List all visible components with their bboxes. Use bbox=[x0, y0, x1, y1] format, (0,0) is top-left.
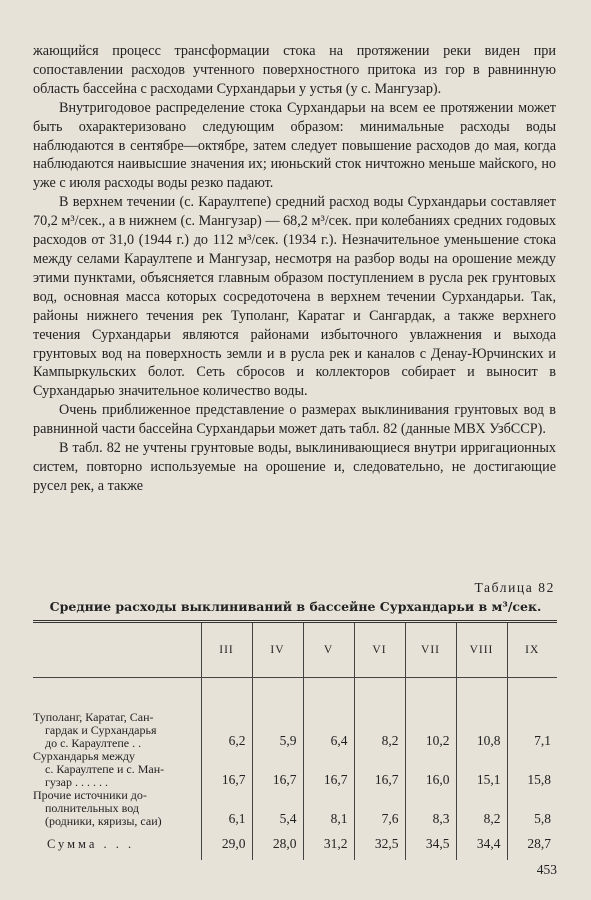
header-label-cell bbox=[33, 622, 201, 678]
table-cell: 6,1 bbox=[201, 789, 252, 828]
table-cell: 8,1 bbox=[303, 789, 354, 828]
table-header-row bbox=[33, 622, 557, 678]
table-cell: 6,4 bbox=[303, 678, 354, 751]
sum-label: Сумма . . . bbox=[47, 836, 135, 851]
column-header: III bbox=[201, 622, 252, 678]
table-row bbox=[33, 678, 557, 751]
paragraph-3: В верхнем течении (с. Караултепе) средний расход воды Сурхандарьи составляет 70,2 м³/сек., а в нижнем (с. Мангузар) — 68,2 м³/сек. при колебаниях средних годовых расходов от 31,0 (1944 г.) до 112 м³/сек. (1934 г.). Незначительное уменьшение стока между селами Караултепе и Мангузар, несмотря на разбор воды на орошение между этими пунктами, объясняется главным образом поступлением в русла рек грунтовых вод, основная масса которых сосредоточена в верхнем течении Сурхандарьи. Так, районы нижнего течения рек Туполанг, Каратаг и Сангардак, а также верхнего течения Сурхандарьи являются районами избыточного увлажнения и выхода грунтовых вод на поверхность земли и в русла рек и каналов с Денау-Юрчинских и Кампыркульских болот. Сеть сбросов и коллекторов собирает и выносит в Сурхандарью значительное количество воды. bbox=[33, 194, 556, 400]
table-cell: 7,1 bbox=[507, 678, 557, 751]
table-cell: 16,7 bbox=[303, 750, 354, 789]
paragraph-5: В табл. 82 не учтены грунтовые воды, выклинивающиеся внутри ирригационных систем, повторно используемые на орошение и, следовательно, не достигающие русел рек, а также bbox=[33, 440, 556, 494]
row-label: Туполанг, Каратаг, Сан- гардак и Сурхандарья до с. Караултепе . . bbox=[33, 710, 157, 750]
table-sum-row bbox=[33, 828, 557, 860]
body-text bbox=[33, 42, 556, 496]
table-cell: 8,2 bbox=[456, 789, 507, 828]
sum-cell: 31,2 bbox=[303, 828, 354, 860]
table-cell: 15,1 bbox=[456, 750, 507, 789]
data-table bbox=[33, 620, 557, 860]
table-cell: 16,7 bbox=[201, 750, 252, 789]
column-header: VIII bbox=[456, 622, 507, 678]
table-cell: 6,2 bbox=[201, 678, 252, 751]
table-cell: 10,2 bbox=[405, 678, 456, 751]
table-cell: 16,7 bbox=[354, 750, 405, 789]
row-label: Сурхандарья между с. Караултепе и с. Ман- гузар . . . . . . bbox=[33, 749, 165, 789]
table-cell: 16,0 bbox=[405, 750, 456, 789]
sum-cell: 29,0 bbox=[201, 828, 252, 860]
table-cell: 8,3 bbox=[405, 789, 456, 828]
table-cell: 5,8 bbox=[507, 789, 557, 828]
table-cell: 5,4 bbox=[252, 789, 303, 828]
sum-cell: 34,4 bbox=[456, 828, 507, 860]
paragraph-2: Внутригодовое распределение стока Сурхандарьи на всем ее протяжении может быть охарактеризовано следующим образом: минимальные расходы воды наблюдаются в сентябре—октябре, затем следует повышение расходов до мая, когда наблюдаются наивысшие значения их; июньский сток ничтожно меньше майского, но уже с июля расходы воды резко падают. bbox=[33, 99, 556, 192]
table-row bbox=[33, 750, 557, 789]
table-row bbox=[33, 789, 557, 828]
sum-cell: 28,7 bbox=[507, 828, 557, 860]
column-header: IV bbox=[252, 622, 303, 678]
sum-cell: 32,5 bbox=[354, 828, 405, 860]
table-cell: 7,6 bbox=[354, 789, 405, 828]
table-cell: 15,8 bbox=[507, 750, 557, 789]
table-cell: 8,2 bbox=[354, 678, 405, 751]
column-header: VII bbox=[405, 622, 456, 678]
row-label: Прочие источники до- полнительных вод (родники, кяризы, саи) bbox=[33, 788, 162, 828]
page-number: 453 bbox=[536, 862, 557, 877]
table-cell: 16,7 bbox=[252, 750, 303, 789]
column-header: IX bbox=[507, 622, 557, 678]
column-header: VI bbox=[354, 622, 405, 678]
table-title: Средние расходы выклиниваний в бассейне Сурхандарьи в м³/сек. bbox=[49, 599, 542, 614]
paragraph-1: жающийся процесс трансформации стока на протяжении реки виден при сопоставлении расходов учтенного поверхностного притока из гор в равнинную область бассейна с расходами Сурхандарьи у устья (у с. Мангузар). bbox=[33, 43, 556, 97]
paragraph-4: Очень приближенное представление о размерах выклинивания грунтовых вод в равнинной части бассейна Сурхандарьи может дать табл. 82 (данные МВХ УзбССР). bbox=[33, 402, 556, 438]
table-cell: 10,8 bbox=[456, 678, 507, 751]
table-caption: Таблица 82 bbox=[474, 580, 555, 595]
column-header: V bbox=[303, 622, 354, 678]
table-cell: 5,9 bbox=[252, 678, 303, 751]
sum-cell: 28,0 bbox=[252, 828, 303, 860]
sum-cell: 34,5 bbox=[405, 828, 456, 860]
